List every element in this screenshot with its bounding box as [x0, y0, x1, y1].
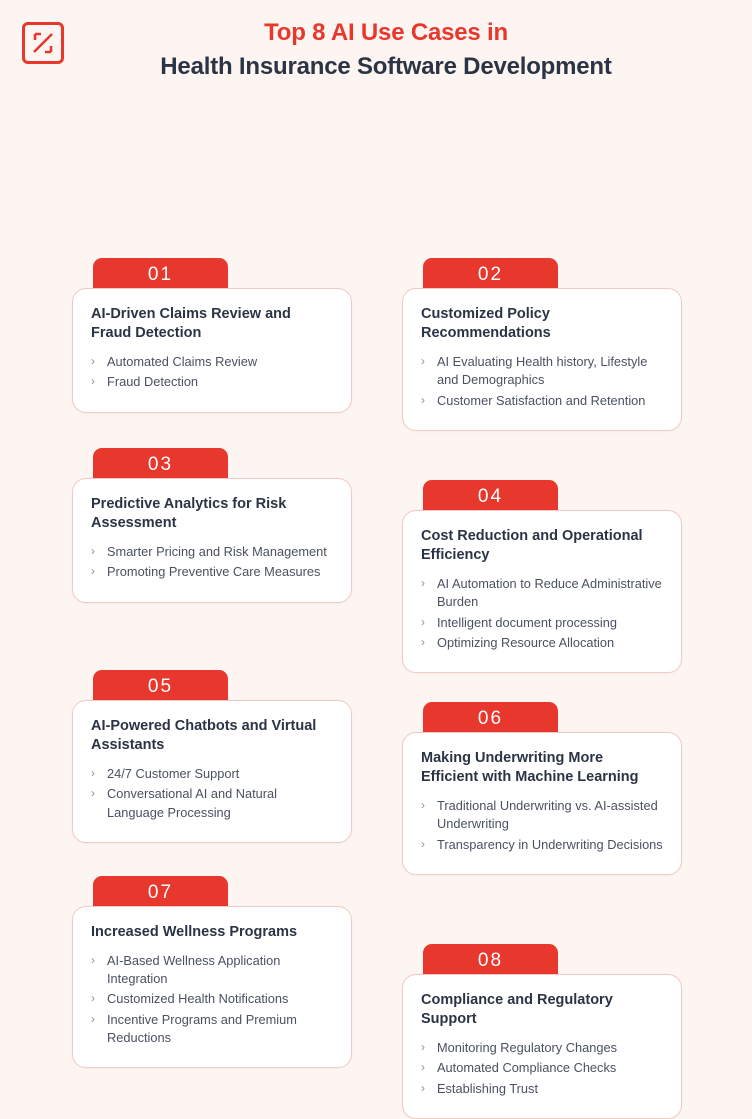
use-case-board — [0, 110, 752, 1096]
card-title: Cost Reduction and Operational Efficiency — [421, 528, 643, 564]
list-item — [421, 353, 663, 389]
list-item — [421, 614, 663, 632]
card-body — [402, 510, 682, 673]
card-bullet-list — [421, 575, 663, 652]
card-number-badge: 06 — [423, 702, 558, 736]
chevron-right-icon: › — [421, 614, 425, 629]
chevron-right-icon: › — [91, 374, 95, 389]
title-line-1: Top 8 AI Use Cases in — [264, 19, 508, 46]
card-bullet-list — [91, 353, 333, 391]
list-item — [91, 1011, 333, 1047]
list-item-label: Smarter Pricing and Risk Management — [107, 544, 327, 560]
list-item-label: Incentive Programs and Premium Reductions — [107, 1011, 297, 1045]
card-title: AI-Powered Chatbots and Virtual Assistants — [91, 718, 317, 754]
card-body — [72, 478, 352, 603]
title-line-2: Health Insurance Software Development — [160, 53, 612, 80]
chevron-right-icon: › — [421, 1060, 425, 1075]
list-item — [91, 785, 333, 821]
card-title: Customized Policy Recommendations — [421, 306, 551, 342]
list-item-label: Traditional Underwriting vs. AI-assisted Underwriting — [437, 798, 658, 832]
card-title: Increased Wellness Programs — [91, 924, 298, 940]
card-title: AI-Driven Claims Review and Fraud Detection — [91, 306, 291, 342]
card-number-badge: 03 — [93, 448, 228, 482]
chevron-right-icon: › — [91, 766, 95, 781]
chevron-right-icon: › — [421, 836, 425, 851]
use-case-card-03 — [72, 444, 352, 603]
chevron-right-icon: › — [91, 544, 95, 559]
card-number-badge: 08 — [423, 944, 558, 978]
list-item-label: Promoting Preventive Care Measures — [107, 564, 321, 580]
list-item — [91, 563, 333, 581]
list-item — [421, 836, 663, 854]
list-item-label: AI Automation to Reduce Administrative Burden — [437, 576, 662, 610]
card-body — [402, 974, 682, 1119]
card-title: Predictive Analytics for Risk Assessment — [91, 496, 287, 532]
card-bullet-list — [91, 952, 333, 1047]
list-item — [91, 990, 333, 1008]
chevron-right-icon: › — [421, 634, 425, 649]
use-case-card-06 — [402, 698, 682, 875]
list-item — [421, 575, 663, 611]
list-item-label: Transparency in Underwriting Decisions — [437, 836, 663, 852]
card-bullet-list — [421, 1039, 663, 1097]
chevron-right-icon: › — [91, 564, 95, 579]
card-title: Compliance and Regulatory Support — [421, 992, 613, 1028]
use-case-card-05 — [72, 666, 352, 843]
chevron-right-icon: › — [421, 798, 425, 813]
card-bullet-list — [91, 765, 333, 821]
use-case-card-02 — [402, 254, 682, 431]
chevron-right-icon: › — [421, 576, 425, 591]
list-item-label: Conversational AI and Natural Language Processing — [107, 786, 278, 820]
chevron-right-icon: › — [421, 392, 425, 407]
list-item-label: AI-Based Wellness Application Integration — [107, 953, 281, 987]
list-item-label: 24/7 Customer Support — [107, 766, 240, 782]
chevron-right-icon: › — [91, 1011, 95, 1026]
page-title — [0, 18, 752, 82]
chevron-right-icon: › — [91, 786, 95, 801]
list-item — [421, 634, 663, 652]
card-bullet-list — [421, 797, 663, 853]
card-body — [72, 288, 352, 413]
card-title: Making Underwriting More Efficient with Machine Learning — [421, 750, 639, 786]
chevron-right-icon: › — [91, 991, 95, 1006]
infographic-header — [0, 0, 752, 110]
list-item-label: AI Evaluating Health history, Lifestyle and Demographics — [437, 354, 648, 388]
list-item — [91, 373, 333, 391]
card-body — [72, 700, 352, 843]
list-item-label: Fraud Detection — [107, 374, 199, 390]
list-item — [91, 765, 333, 783]
chevron-right-icon: › — [421, 1080, 425, 1095]
list-item-label: Automated Compliance Checks — [437, 1060, 617, 1076]
list-item — [91, 353, 333, 371]
card-number-badge: 05 — [93, 670, 228, 704]
card-body — [402, 288, 682, 431]
list-item-label: Monitoring Regulatory Changes — [437, 1040, 617, 1056]
use-case-card-01 — [72, 254, 352, 413]
card-number-badge: 02 — [423, 258, 558, 292]
list-item — [421, 392, 663, 410]
list-item-label: Intelligent document processing — [437, 614, 617, 630]
card-body — [402, 732, 682, 875]
use-case-card-04 — [402, 476, 682, 673]
list-item — [421, 1039, 663, 1057]
list-item-label: Optimizing Resource Allocation — [437, 634, 615, 650]
list-item — [421, 797, 663, 833]
card-number-badge: 07 — [93, 876, 228, 910]
card-bullet-list — [421, 353, 663, 409]
list-item-label: Customized Health Notifications — [107, 991, 289, 1007]
card-number-badge: 01 — [93, 258, 228, 292]
list-item-label: Automated Claims Review — [107, 354, 258, 370]
chevron-right-icon: › — [91, 953, 95, 968]
brand-logo-icon — [22, 22, 64, 64]
list-item — [91, 543, 333, 561]
use-case-card-08 — [402, 940, 682, 1119]
card-bullet-list — [91, 543, 333, 581]
list-item-label: Customer Satisfaction and Retention — [437, 392, 646, 408]
card-number-badge: 04 — [423, 480, 558, 514]
list-item — [421, 1059, 663, 1077]
chevron-right-icon: › — [421, 1040, 425, 1055]
list-item — [421, 1080, 663, 1098]
list-item — [91, 952, 333, 988]
chevron-right-icon: › — [421, 354, 425, 369]
list-item-label: Establishing Trust — [437, 1080, 539, 1096]
card-body — [72, 906, 352, 1068]
use-case-card-07 — [72, 872, 352, 1068]
chevron-right-icon: › — [91, 354, 95, 369]
